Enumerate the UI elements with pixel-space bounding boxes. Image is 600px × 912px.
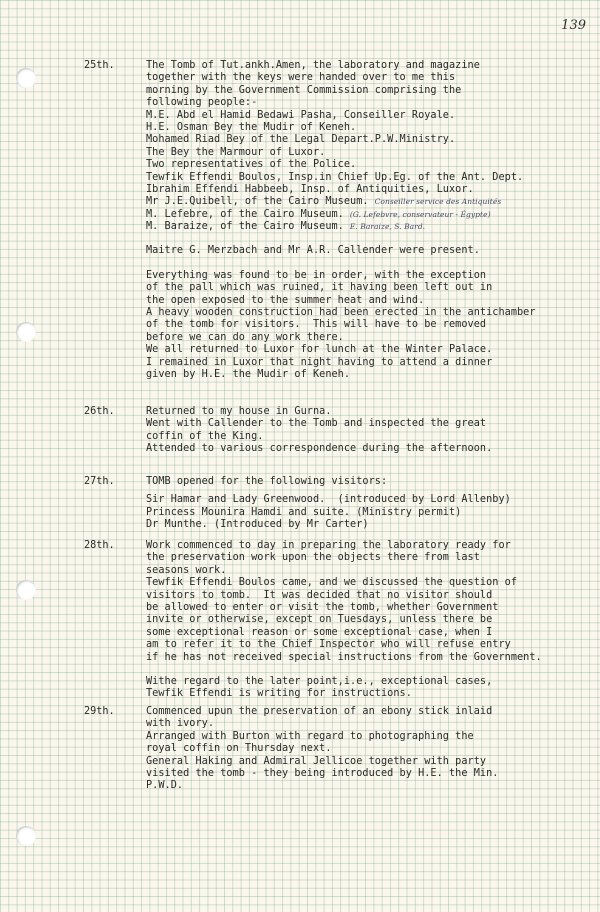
entry-line: Work commenced to day in preparing the laboratory ready for <box>146 540 511 551</box>
entry-line: seasons work. <box>146 564 227 576</box>
entry-line: visitors to tomb. It was decided that no visitor should <box>146 589 493 601</box>
entry-body <box>146 476 590 532</box>
entry-line: M.E. Abd el Hamid Bedawi Pasha, Conseiller Royale. <box>146 109 456 121</box>
entry-line: Maitre G. Merzbach and Mr A.R. Callender were present. <box>146 245 480 257</box>
entry-line: Sir Hamar and Lady Greenwood. (introduced by Lord Allenby) <box>146 494 511 506</box>
entry-line: Everything was found to be in order, with the exception <box>146 269 487 281</box>
entry-line: of the pall which was ruined, it having been left out in <box>146 282 493 294</box>
entry-line: Tewfik Effendi Boulos, Insp.in Chief Up.Eg. of the Ant. Dept. <box>146 171 524 183</box>
entry-line: with ivory. <box>146 718 215 730</box>
entry-line: TOMB opened for the following visitors: <box>146 476 388 487</box>
entry-line: of the tomb for visitors. This will have to be removed <box>146 319 487 331</box>
entry-line: coffin of the King. <box>146 430 264 442</box>
entry-line: I remained in Luxor that night having to attend a dinner <box>146 356 493 368</box>
handwritten-annotation: (G. Lefebvre, conservateur - Égypte) <box>349 209 491 219</box>
entry-body <box>146 406 590 456</box>
entry-line: Ibrahim Effendi Habbeeb, Insp. of Antiquities, Luxor. <box>146 183 474 195</box>
entry-line: A heavy wooden construction had been erected in the antichamber <box>146 307 536 319</box>
entry-line: H.E. Osman Bey the Mudir of Keneh. <box>146 121 357 133</box>
entry-line: Tewfik Effendi Boulos came, and we discussed the question of <box>146 577 518 589</box>
entry-line: given by H.E. the Mudir of Keneh. <box>146 368 351 380</box>
entry-line <box>146 221 590 233</box>
entry-line-text: Mr J.E.Quibell, of the Cairo Museum. <box>146 196 369 208</box>
entry-line-text: M. Lefebre, of the Cairo Museum. <box>146 208 344 220</box>
entry-line: Went with Callender to the Tomb and inspected the great <box>146 418 487 430</box>
entry-line: Arranged with Burton with regard to photographing the <box>146 730 474 742</box>
handwritten-annotation: Conseiller service des Antiquités <box>374 197 502 207</box>
entry-line: before we can do any work there. <box>146 331 344 343</box>
entry-date: 29th. <box>84 706 115 717</box>
binder-hole <box>16 68 36 88</box>
entry-line <box>146 209 590 221</box>
entry-line: Attended to various correspondence during the afternoon. <box>146 443 493 455</box>
entry-line: P.W.D. <box>146 780 184 792</box>
entry-line <box>146 196 590 208</box>
entry-line: We all returned to Luxor for lunch at the Winter Palace. <box>146 344 493 356</box>
entry-line: The Bey the Marmour of Luxor. <box>146 146 326 158</box>
entry-line: General Haking and Admiral Jellicoe together with party <box>146 755 487 767</box>
entry-line: Withe regard to the later point,i.e., exceptional cases, <box>146 675 493 687</box>
entry-line: invite or otherwise, except on Tuesdays, unless there be <box>146 614 493 626</box>
entry-body <box>146 60 590 381</box>
entry-line: morning by the Government Commission comprising the <box>146 84 462 96</box>
entry-line: visited the tomb - they being introduced by H.E. the Min. <box>146 767 499 779</box>
entry-date: 28th. <box>84 540 115 551</box>
binder-hole <box>16 322 36 342</box>
entry-line: Two representatives of the Police. <box>146 159 357 171</box>
entry-line: Dr Munthe. (Introduced by Mr Carter) <box>146 519 369 531</box>
entry-line: if he has not received special instructions from the Government. <box>146 651 542 663</box>
page-number: 139 <box>561 18 586 33</box>
entry-line: Returned to my house in Gurna. <box>146 406 332 417</box>
handwritten-annotation: E. Baraize, S. Bard. <box>349 222 426 232</box>
entry-line: Commenced upun the preservation of an ebony stick inlaid <box>146 706 493 717</box>
entry-line: Mohamed Riad Bey of the Legal Depart.P.W.Ministry. <box>146 134 456 146</box>
binder-hole <box>16 826 36 846</box>
entry-line: be allowed to enter or visit the tomb, whether Government <box>146 601 499 613</box>
entry-line: am to refer it to the Chief Inspector who will refuse entry <box>146 639 511 651</box>
entry-line: The Tomb of Tut.ankh.Amen, the laboratory and magazine <box>146 60 480 71</box>
entry-date: 27th. <box>84 476 115 487</box>
entry-line: royal coffin on Thursday next. <box>146 743 332 755</box>
entry-line: together with the keys were handed over to me this <box>146 72 456 84</box>
entry-line: Princess Mounira Hamdi and suite. (Ministry permit) <box>146 506 462 518</box>
entry-line: following people:- <box>146 97 258 109</box>
entry-line-text: M. Baraize, of the Cairo Museum. <box>146 221 344 233</box>
entry-date: 25th. <box>84 60 115 71</box>
entry-date: 26th. <box>84 406 115 417</box>
binder-hole <box>16 580 36 600</box>
entry-line: Tewfik Effendi is writing for instructions. <box>146 688 412 700</box>
entry-line: the open exposed to the summer heat and wind. <box>146 294 425 306</box>
entry-line: some exceptional reason or some exceptional case, when I <box>146 626 493 638</box>
entry-body <box>146 540 590 701</box>
entry-line: the preservation work upon the objects there from last <box>146 552 480 564</box>
entry-body <box>146 706 590 793</box>
